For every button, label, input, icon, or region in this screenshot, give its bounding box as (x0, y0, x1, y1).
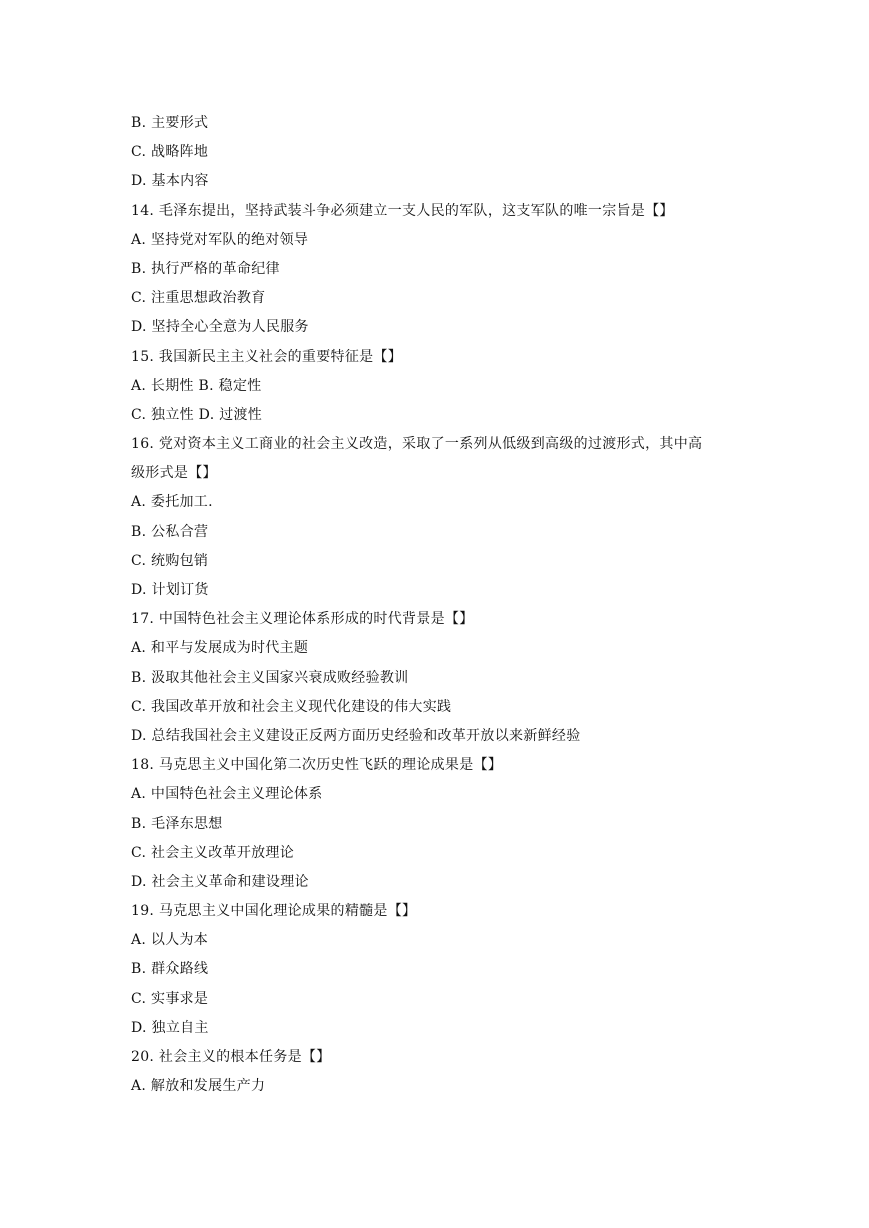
option-line: A. 以人为本 (131, 932, 209, 949)
question-line: 14. 毛泽东提出，坚持武装斗争必须建立一支人民的军队，这支军队的唯一宗旨是【】 (131, 202, 674, 219)
option-line: A. 委托加工. (131, 494, 213, 511)
option-line: A. 长期性 B. 稳定性 (131, 377, 262, 394)
question-line: 15. 我国新民主主义社会的重要特征是【】 (131, 348, 403, 365)
question-line: 20. 社会主义的根本任务是【】 (131, 1049, 331, 1065)
option-line: C. 实事求是 (131, 990, 209, 1007)
option-line: A. 坚持党对军队的绝对领导 (131, 231, 309, 248)
question-line: 18. 马克思主义中国化第二次历史性飞跃的理论成果是【】 (131, 757, 503, 774)
option-line: C. 注重思想政治教育 (131, 290, 266, 307)
question-text-block (131, 109, 751, 1101)
option-line: D. 社会主义革命和建设理论 (131, 873, 309, 890)
option-line: C. 战略阵地 (131, 144, 209, 161)
option-line: D. 基本内容 (131, 173, 209, 190)
option-line: A. 中国特色社会主义理论体系 (131, 786, 323, 803)
option-line: C. 统购包销 (131, 552, 209, 569)
question-line: 19. 马克思主义中国化理论成果的精髓是【】 (131, 903, 417, 920)
option-line: D. 独立自主 (131, 1019, 209, 1036)
question-line-continuation: 级形式是【】 (131, 465, 217, 482)
option-line: B. 执行严格的革命纪律 (131, 260, 280, 277)
option-line: C. 独立性 D. 过渡性 (131, 406, 263, 423)
option-line: A. 解放和发展生产力 (131, 1078, 266, 1095)
option-line: D. 计划订货 (131, 582, 209, 598)
option-line: B. 主要形式 (131, 115, 209, 131)
option-line: C. 我国改革开放和社会主义现代化建设的伟大实践 (131, 698, 452, 715)
question-line: 17. 中国特色社会主义理论体系形成的时代背景是【】 (131, 611, 474, 628)
option-line: B. 公私合营 (131, 523, 209, 540)
option-line: B. 群众路线 (131, 961, 209, 978)
option-line: B. 毛泽东思想 (131, 815, 223, 832)
option-line: C. 社会主义改革开放理论 (131, 844, 295, 861)
option-line: A. 和平与发展成为时代主题 (131, 640, 309, 657)
option-line: D. 坚持全心全意为人民服务 (131, 319, 309, 336)
question-line: 16. 党对资本主义工商业的社会主义改造，采取了一系列从低级到高级的过渡形式，其中高 (131, 436, 703, 453)
option-line: D. 总结我国社会主义建设正反两方面历史经验和改革开放以来新鲜经验 (131, 727, 581, 744)
option-line: B. 汲取其他社会主义国家兴衰成败经验教训 (131, 669, 409, 686)
